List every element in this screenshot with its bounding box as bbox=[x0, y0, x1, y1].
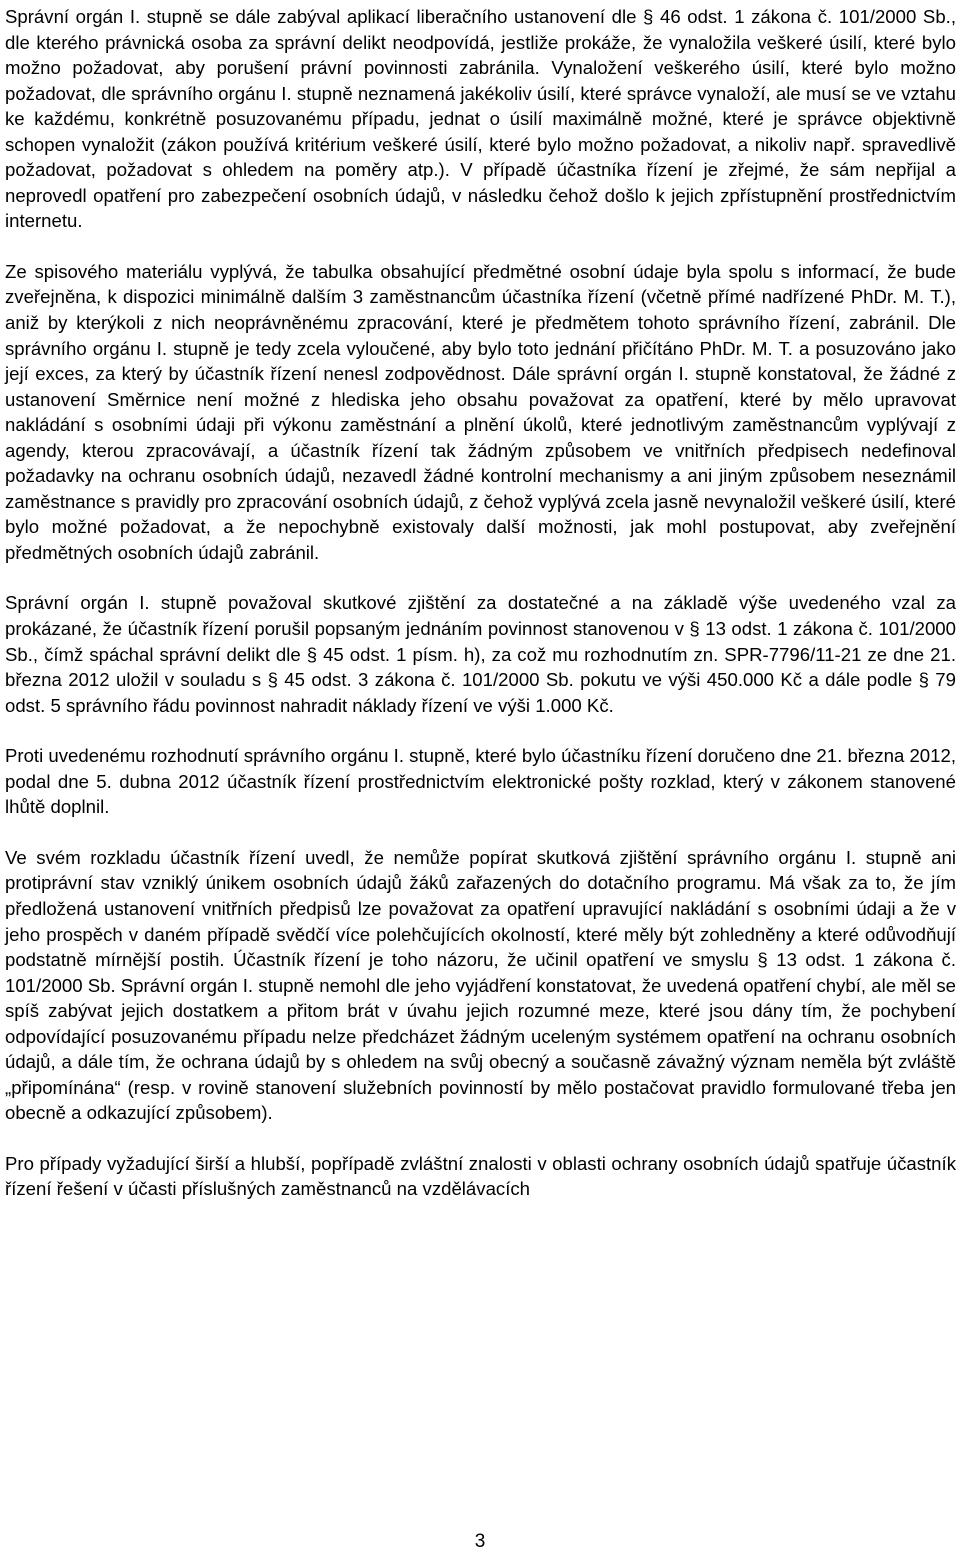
paragraph-file-material: Ze spisového materiálu vyplývá, že tabulka obsahující předmětné osobní údaje byla spolu s informací, že bude zveřejněna, k dispozici minimálně dalším 3 zaměstnancům účastníka řízení (včetně přímé nadřízené PhDr. M. T.), aniž by kterýkoli z nich neoprávněnému zpracování, které je předmětem tohoto správního řízení, zabránil. Dle správního orgánu I. stupně je tedy zcela vyloučené, aby bylo toto jednání přičítáno PhDr. M. T. a posuzováno jako její exces, za který by účastník řízení nenesl zodpovědnost. Dále správní orgán I. stupně konstatoval, že žádné z ustanovení Směrnice není možné z hlediska jeho obsahu považovat za opatření, které by mělo upravovat nakládání s osobními údaji při výkonu zaměstnání a plnění úkolů, které jednotlivým zaměstnancům vyplývají z agendy, kterou zpracovávají, a účastník řízení tak žádným způsobem ve vnitřních předpisech nedefinoval požadavky na ochranu osobních údajů, nezavedl žádné kontrolní mechanismy a ani jiným způsobem neseznámil zaměstnance s pravidly pro zpracování osobních údajů, z čehož vyplývá zcela jasně nevynaložil veškeré úsilí, které bylo možné požadovat, a že nepochybně existovaly další možnosti, jak mohl postupovat, aby zveřejnění předmětných osobních údajů zabránil. bbox=[5, 260, 956, 563]
paragraph-liberation-clause: Správní orgán I. stupně se dále zabýval aplikací liberačního ustanovení dle § 46 odst. 1 zákona č. 101/2000 Sb., dle kterého právnická osoba za správní delikt neodpovídá, jestliže prokáže, že vynaložila veškeré úsilí, které bylo možno požadovat, aby porušení právní povinnosti zabránila. Vynaložení veškerého úsilí, které bylo možno požadovat, dle správního orgánu I. stupně neznamená jakékoliv úsilí, které správce vynaloží, ale musí se ve vztahu ke každému, konkrétně posuzovanému případu, jednat o úsilí maximálně možné, které je správce objektivně schopen vynaložit (zákon používá kritérium veškeré úsilí, které bylo možno požadovat, a nikoliv např. spravedlivě požadovat, požadovat s ohledem na poměry atp.). V případě účastníka řízení je zřejmé, že sám nepřijal a neprovedl opatření pro zabezpečení osobních údajů, v následku čehož došlo k jejich zpřístupnění prostřednictvím internetu. bbox=[5, 6, 956, 232]
page-number: 3 bbox=[474, 1531, 486, 1552]
paragraph-appeal-arguments: Ve svém rozkladu účastník řízení uvedl, že nemůže popírat skutková zjištění správního orgánu I. stupně ani protiprávní stav vzniklý únikem osobních údajů žáků zařazených do dotačního programu. Má však za to, že jím předložená ustanovení vnitřních předpisů lze považovat za opatření upravující nakládání s osobními údaji a že v jeho prospěch v daném případě svědčí více polehčujících okolností, které měly být zohledněny a které odůvodňují podstatně mírnější postih. Účastník řízení je toho názoru, že učinil opatření ve smyslu § 13 odst. 1 zákona č. 101/2000 Sb. Správní orgán I. stupně nemohl dle jeho vyjádření konstatovat, že uvedená opatření chybí, ale měl se spíš zabývat jejich dostatkem a přitom brát v úvahu jejich rozumné meze, které jsou dány tím, že pochybení odpovídající posuzovanému případu nelze předcházet žádným uceleným systémem opatření na ochranu osobních údajů, a dále tím, že ochrana údajů by s ohledem na svůj obecný a současně závažný význam neměla být zvláště „připomínána“ (resp. v rovině stanovení služebních povinností by mělo postačovat pravidlo formulované třeba jen obecně a odkazující způsobem). bbox=[5, 846, 956, 1124]
paragraph-appeal-filing: Proti uvedenému rozhodnutí správního orgánu I. stupně, které bylo účastníku řízení doručeno dne 21. března 2012, podal dne 5. dubna 2012 účastník řízení prostřednictvím elektronické pošty rozklad, který v zákonem stanovené lhůtě doplnil. bbox=[5, 745, 956, 818]
document-body bbox=[5, 4, 956, 1202]
paragraph-decision-summary: Správní orgán I. stupně považoval skutkové zjištění za dostatečné a na základě výše uvedeného vzal za prokázané, že účastník řízení porušil popsaným jednáním povinnost stanovenou v § 13 odst. 1 zákona č. 101/2000 Sb., čímž spáchal správní delikt dle § 45 odst. 1 písm. h), za což mu rozhodnutím zn. SPR-7796/11-21 ze dne 21. března 2012 uložil v souladu s § 45 odst. 3 zákona č. 101/2000 Sb. pokutu ve výši 450.000 Kč a dále podle § 79 odst. 5 správního řádu povinnost nahradit náklady řízení ve výši 1.000 Kč. bbox=[5, 592, 956, 716]
paragraph-training-remedy: Pro případy vyžadující širší a hlubší, popřípadě zvláštní znalosti v oblasti ochrany osobních údajů spatřuje účastník řízení řešení v účasti příslušných zaměstnanců na vzdělávacích bbox=[5, 1152, 956, 1200]
